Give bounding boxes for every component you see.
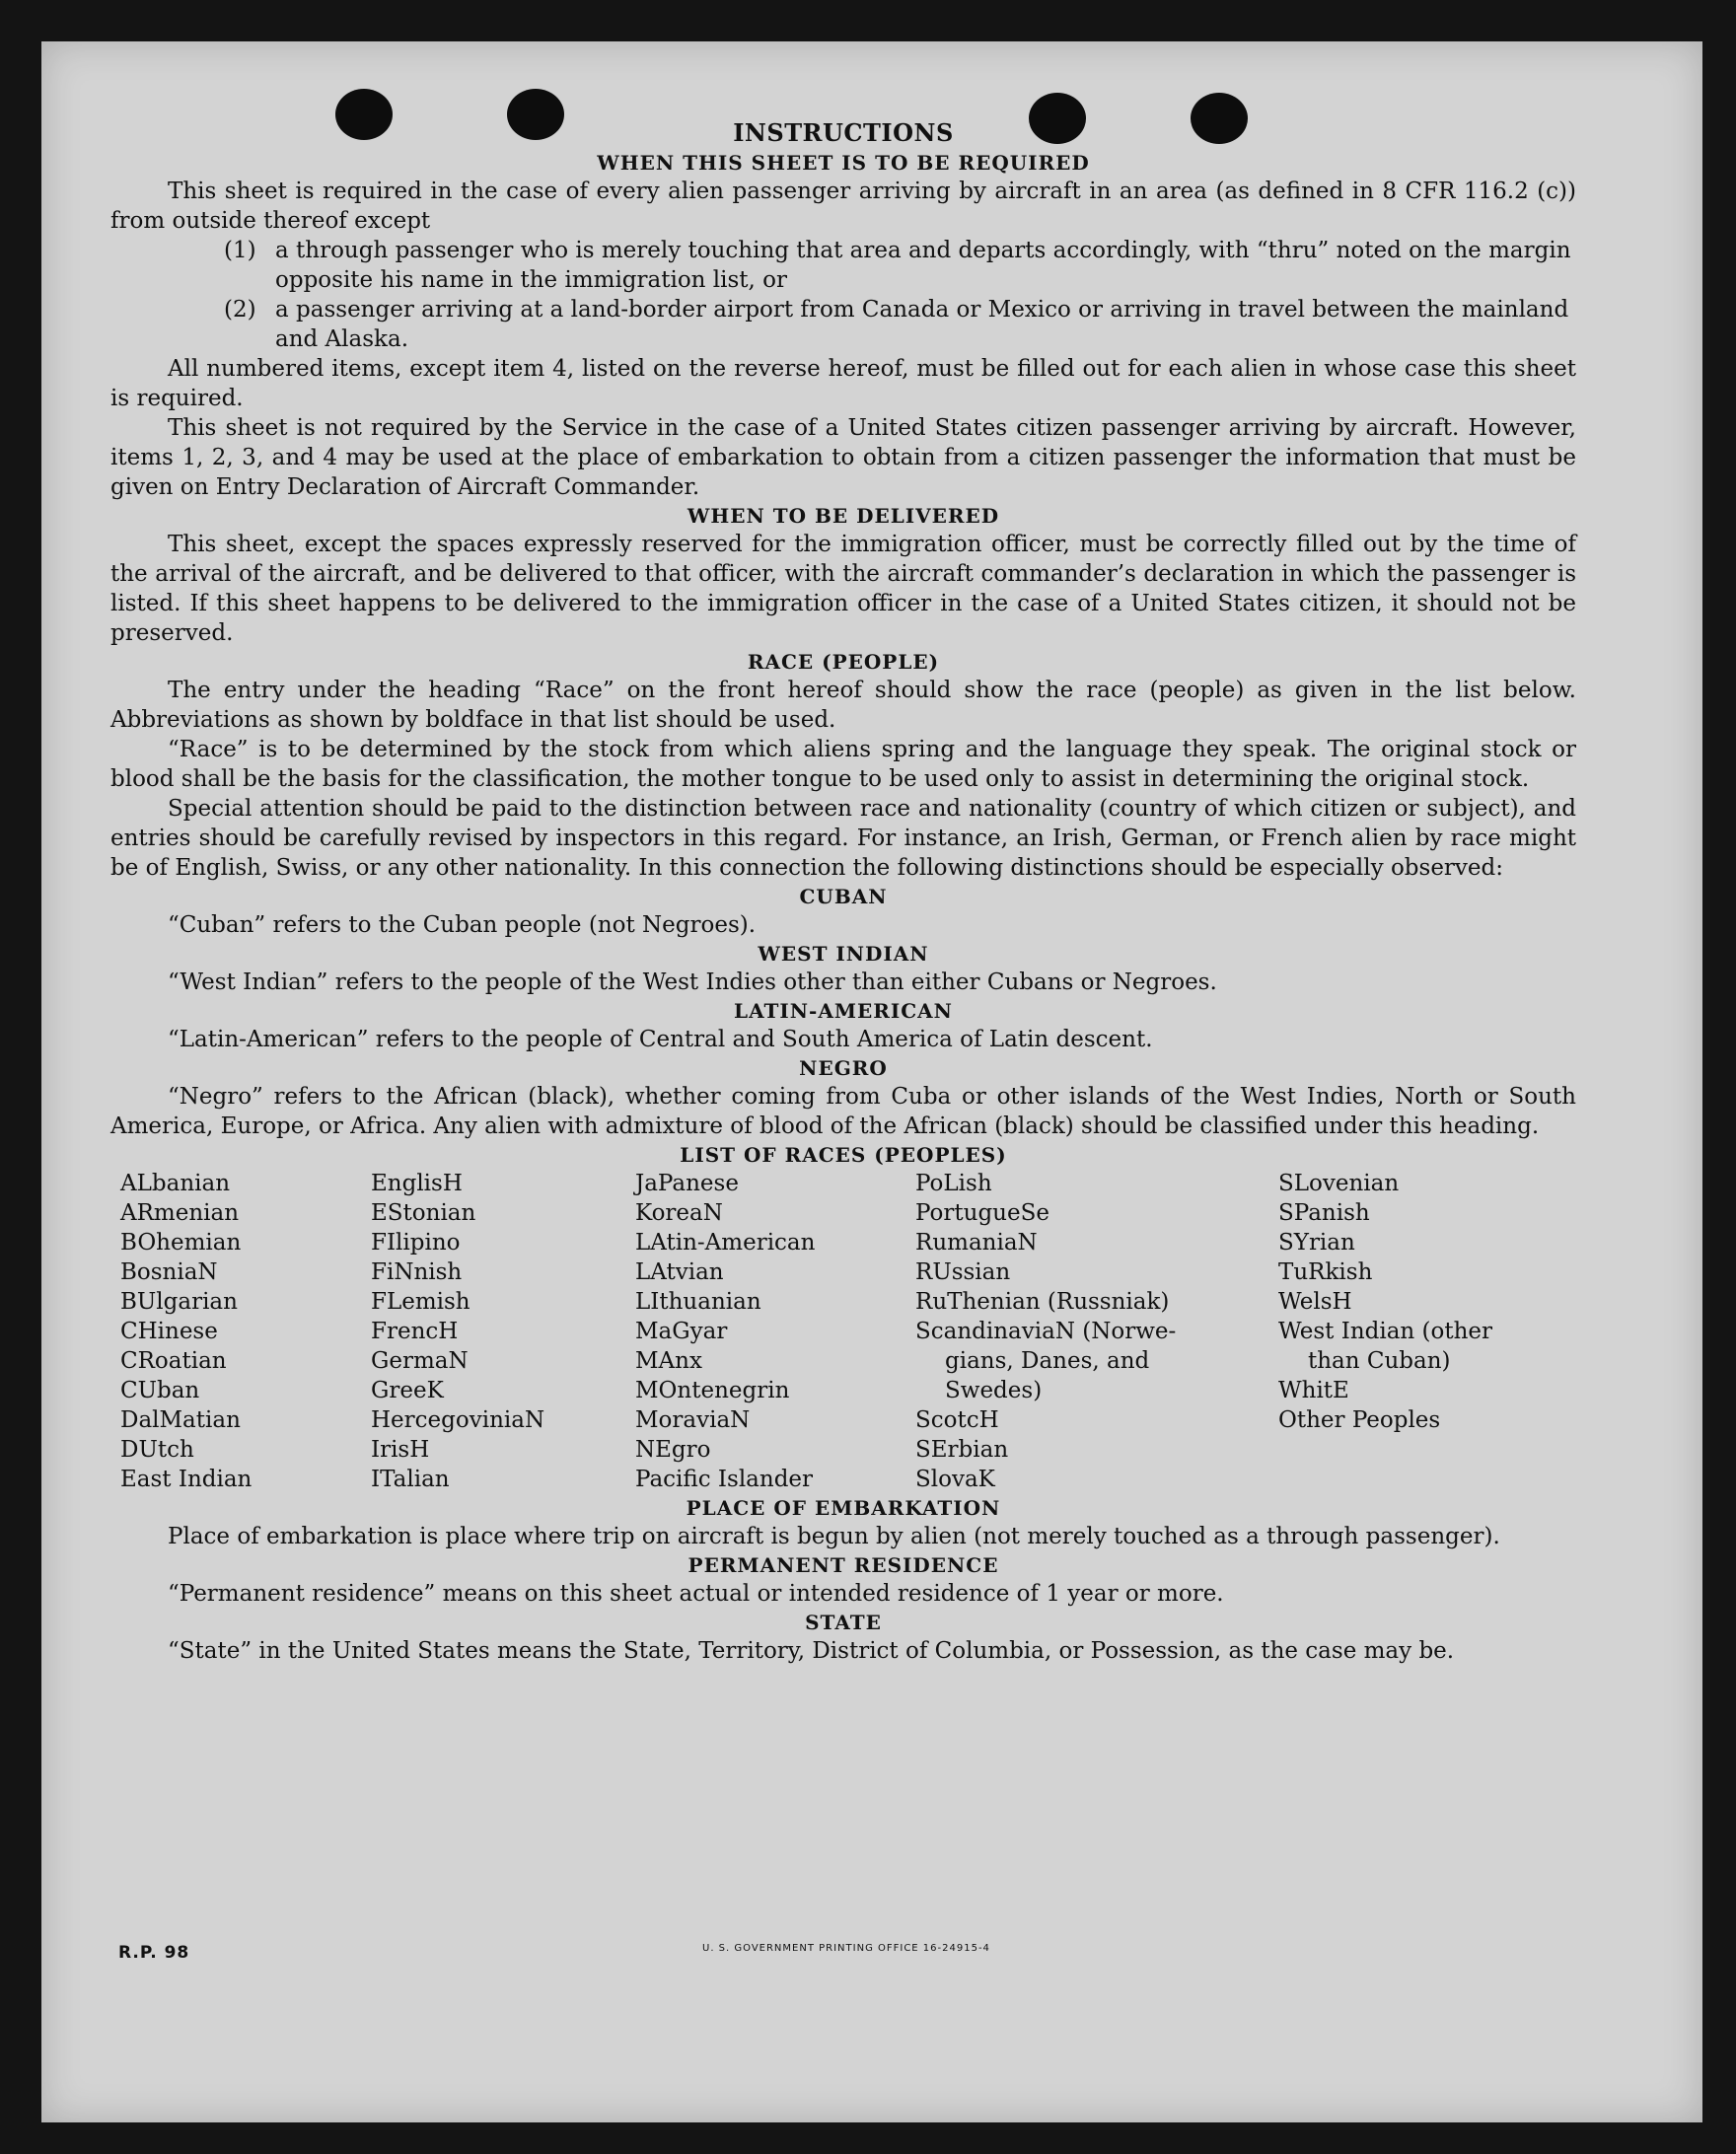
race-item: SPanish [1278,1200,1370,1226]
race-item: SErbian [915,1437,1009,1463]
race-column-3 [635,1169,915,1494]
race-item: West Indian (other [1278,1319,1493,1344]
when-delivered-text: This sheet, except the spaces expressly reserved for the immigration officer, must be correctly filled out by the time of the arrival of the aircraft, and be delivered to that officer, with the aircraft commander’s declaration in which the passenger is listed. If this sheet happens to be delivered to the immigration officer in the case of a United States citizen, it should not be preserved. [110,532,1576,646]
race-item: MOntenegrin [635,1378,790,1403]
race-column-2 [371,1169,635,1494]
heading-cuban: CUBAN [799,885,888,908]
race-paragraph-1: The entry under the heading “Race” on the front hereof should show the race (people) as given in the list below. Abbreviations as shown by boldface in that list should be used. [110,678,1576,733]
race-item: CHinese [120,1319,218,1344]
race-item-continuation: gians, Danes, and [945,1348,1150,1374]
race-item: FiNnish [371,1259,463,1285]
heading-embarkation: PLACE OF EMBARKATION [686,1496,1001,1520]
race-item: SlovaK [915,1467,995,1492]
form-number: R.P. 98 [118,1943,190,1963]
exception-number: (2) [224,297,256,323]
race-item: Other Peoples [1278,1407,1441,1433]
residence-text: “Permanent residence” means on this sheet actual or intended residence of 1 year or more. [168,1581,1224,1607]
exception-text: a through passenger who is merely touching that area and departs accordingly, with “thru” noted on the margin opposite his name in the immigration list, or [275,238,1571,293]
document-sheet [41,41,1702,2122]
race-item: ARmenian [120,1200,240,1226]
exception-item [110,295,1576,354]
heading-when-delivered: WHEN TO BE DELIVERED [687,504,1000,528]
race-item-continuation: Swedes) [945,1378,1043,1403]
race-item: FLemish [371,1289,470,1315]
race-item: East Indian [120,1467,253,1492]
when-required-intro: This sheet is required in the case of every alien passenger arriving by aircraft in an area (as defined in 8 CFR 116.2 (c)) from outside thereof except [110,179,1576,234]
race-item: Pacific Islander [635,1467,814,1492]
page-title: INSTRUCTIONS [733,118,954,147]
race-item: JaPanese [635,1171,739,1196]
race-item: EnglisH [371,1171,463,1196]
race-item: MaGyar [635,1319,728,1344]
race-item: LIthuanian [635,1289,761,1315]
negro-text: “Negro” refers to the African (black), whether coming from Cuba or other islands of the West Indies, North or South America, Europe, or Africa. Any alien with admixture of blood of the African (black) should be classified under this heading. [110,1084,1576,1139]
exception-text: a passenger arriving at a land-border airport from Canada or Mexico or arriving in travel between the mainland and Alaska. [275,297,1569,352]
race-list [110,1169,1576,1494]
race-item: KoreaN [635,1200,723,1226]
race-column-1 [110,1169,371,1494]
race-item: CRoatian [120,1348,227,1374]
race-item: WelsH [1278,1289,1352,1315]
cuban-text: “Cuban” refers to the Cuban people (not Negroes). [168,912,757,938]
race-item: RumaniaN [915,1230,1038,1256]
race-item: TuRkish [1278,1259,1373,1285]
citizen-paragraph: This sheet is not required by the Service in the case of a United States citizen passenger arriving by aircraft. However, items 1, 2, 3, and 4 may be used at the place of embarkation to obtain from a citizen passenger the information that must be given on Entry Declaration of Aircraft Commander. [110,415,1576,500]
race-item: NEgro [635,1437,711,1463]
race-item: LAtin-American [635,1230,816,1256]
heading-when-required: WHEN THIS SHEET IS TO BE REQUIRED [597,151,1090,175]
race-item: DUtch [120,1437,194,1463]
race-column-4 [915,1169,1278,1494]
race-item-continuation: than Cuban) [1308,1348,1451,1374]
latin-american-text: “Latin-American” refers to the people of Central and South America of Latin descent. [168,1027,1153,1052]
race-item: FrencH [371,1319,459,1344]
race-item: FIlipino [371,1230,461,1256]
race-item: RuThenian (Russniak) [915,1289,1170,1315]
race-paragraph-3: Special attention should be paid to the distinction between race and nationality (country of which citizen or subject), and entries should be carefully revised by inspectors in this regard. For instance, an Irish, German, or French alien by race might be of English, Swiss, or any other nationality. In this connection the following distinctions should be especially observed: [110,796,1576,881]
race-item: MAnx [635,1348,702,1374]
race-item: LAtvian [635,1259,724,1285]
race-item: SLovenian [1278,1171,1400,1196]
heading-west-indian: WEST INDIAN [758,942,929,966]
race-item: MoraviaN [635,1407,751,1433]
race-item: EStonian [371,1200,476,1226]
race-item: HercegoviniaN [371,1407,545,1433]
embarkation-text: Place of embarkation is place where trip on aircraft is begun by alien (not merely touched as a through passenger). [168,1524,1500,1549]
heading-negro: NEGRO [799,1056,888,1080]
heading-latin-american: LATIN-AMERICAN [734,999,953,1023]
numbered-items-paragraph: All numbered items, except item 4, listed on the reverse hereof, must be filled out for each alien in whose case this sheet is required. [110,356,1576,411]
race-item: CUban [120,1378,200,1403]
race-item: ITalian [371,1467,450,1492]
instructions-content [110,118,1576,1666]
heading-list-of-races: LIST OF RACES (PEOPLES) [680,1143,1007,1167]
race-item: RUssian [915,1259,1011,1285]
race-item: PoLish [915,1171,992,1196]
race-item: GermaN [371,1348,469,1374]
race-item: ScotcH [915,1407,999,1433]
heading-permanent-residence: PERMANENT RESIDENCE [687,1553,999,1577]
race-item: IrisH [371,1437,430,1463]
race-item: PortugueSe [915,1200,1049,1226]
race-item: SYrian [1278,1230,1355,1256]
exception-item [110,236,1576,295]
west-indian-text: “West Indian” refers to the people of the West Indies other than either Cubans or Negroes. [168,969,1217,995]
race-column-5 [1278,1169,1545,1494]
heading-state: STATE [805,1611,882,1634]
race-item: BosniaN [120,1259,218,1285]
race-item: DalMatian [120,1407,241,1433]
race-item: ScandinaviaN (Norwe- [915,1319,1177,1344]
race-item: BUlgarian [120,1289,238,1315]
exception-number: (1) [224,238,256,263]
race-item: ALbanian [120,1171,231,1196]
printer-imprint: U. S. GOVERNMENT PRINTING OFFICE 16-24915-4 [702,1943,990,1954]
race-item: WhitE [1278,1378,1349,1403]
race-item: GreeK [371,1378,444,1403]
state-text: “State” in the United States means the State, Territory, District of Columbia, or Possession, as the case may be. [168,1638,1455,1664]
race-paragraph-2: “Race” is to be determined by the stock from which aliens spring and the language they speak. The original stock or blood shall be the basis for the classification, the mother tongue to be used only to assist in determining the original stock. [110,737,1576,792]
heading-race: RACE (PEOPLE) [747,650,940,674]
race-item: BOhemian [120,1230,242,1256]
